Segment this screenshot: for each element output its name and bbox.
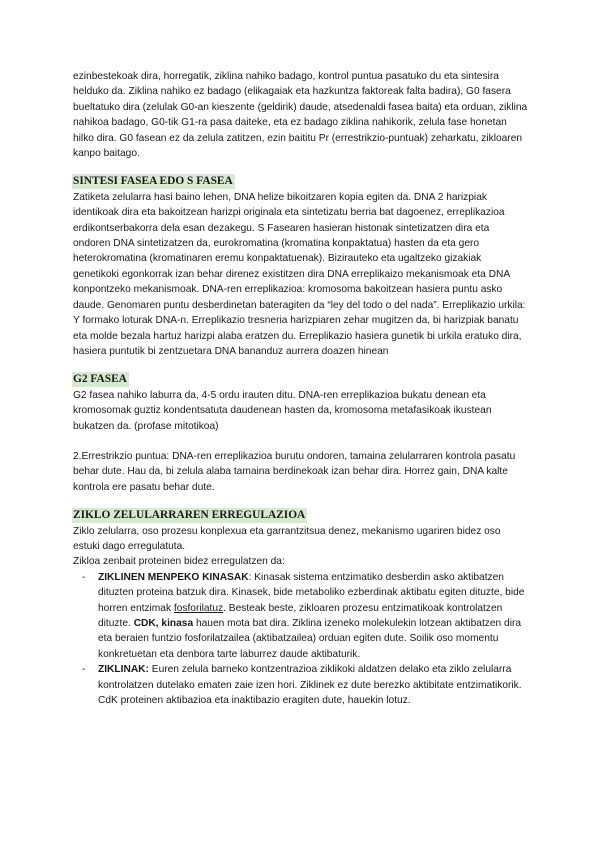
restriction-point-paragraph: 2.Errestrikzio puntua: DNA-ren erreplikazioa burutu ondoren, tamaina zelularraren kontrola pasatu behar dute. Hau da, bi zelula alaba tamaina berdinekoak izan behar dira. Horrez gain, DNA kalte kontrola ere pasatu behar dute. xyxy=(73,450,516,493)
section-heading-regulation: ZIKLO ZELULARRAREN ERREGULAZIOA xyxy=(73,509,306,522)
list-item-cyclins xyxy=(73,662,529,708)
g2-phase-paragraph: G2 fasea nahiko laburra da, 4-5 ordu irauten ditu. DNA-ren erreplikazioa bukatu denean eta kromosomak guztiz kondentsatuta daudenean hasten da, kromosoma metafasikoak ikustean bukatzen da. (profase mitotikoa) xyxy=(73,389,492,432)
regulation-bullet-list xyxy=(73,570,529,709)
section-heading-s-phase: SINTESI FASEA EDO S FASEA xyxy=(73,175,233,188)
regulation-paragraph: Ziklo zelularra, oso prozesu konplexua eta garrantzitsua denez, mekanismo ugariren bidez oso estuki dago erregulatuta. xyxy=(73,525,501,552)
term-fosforilatuz: fosforilatuz xyxy=(173,602,224,614)
page-content xyxy=(73,69,529,708)
term-cdk: ZIKLINEN MENPEKO KINASAK xyxy=(98,571,249,583)
cyclins-text: Euren zelula barneko kontzentrazioa ziklikoki aldatzen delako eta ziklo zelularra kontrolatzen dutelako ematen zaie izen hori. Ziklinek ez dute berezko aktibitate entzimatikorik. CdK proteinen aktibazioa eta inaktibazio eragiten dute, hauekin lotuz. xyxy=(98,664,522,707)
term-cdk-kinasa: CDK, kinasa xyxy=(133,618,194,629)
s-phase-paragraph: Zatiketa zelularra hasi baino lehen, DNA helize bikoitzaren kopia egiten da. DNA 2 harizpiak identikoak dira eta bakoitzean harizpi originala eta sintetizatu berria bat dagoenez, erreplikazioa erdikontserbakorra dela esan dezakegu. S Fasearen hasieran histonak sintetizatzen dira eta ondoren DNA sintetizatzen da, eurokromatina (kromatina konpaktatua) hasten da eta gero heterokromatina (kromatinaren eremu konpaktatuenak). Bizirauteko eta ugaltzeko gizakiak genetikoki egonkorrak izan behar direnez existitzen dira DNA erreplikaizo mekanismoak eta DNA konpontzeko mekanismoak. DNA-ren erreplikazioa: kromosoma bakoitzean hasiera puntu asko daude. Genomaren puntu desberdinetan bateragiten da “ley del todo o del nada”. Erreplikazio urkila: Y formako loturak DNA-n. Erreplikazio tresneria harizpiaren zehar mugitzen da, bi harizpiak banatu eta molde bezala hartuz harizpi alaba eratzen du. Erreplikazio hasiera gunetik bi urkila eratuko dira, hasiera puntutik bi zentzuetara DNA bananduz aurrera doazen hinean xyxy=(73,191,526,357)
cdk-text-b: . Besteak beste, zikloaren prozesu entzimatikoak kontrolatzen dituzte. xyxy=(98,602,503,629)
intro-paragraph: ezinbestekoak dira, horregatik, ziklina nahiko badago, kontrol puntua pasatuko du eta sintesira helduko da. Ziklina nahiko ez badago (elikagaiak eta hazkuntza faktoreak falta badira), G0 fasera bueltatuko dira (zelulak G0-an kieszente (geldirik) daude, atsedenaldi fasea baita) eta orduan, ziklina nahikoa badago, G0-tik G1-ra pasa daiteke, eta ez badago ziklina nahikorik, zelula fase honetan hilko dira. G0 fasean ez da zelula zatitzen, ezin baititu Pr (errestrikzio-puntuak) zeharkatu, zikloaren kanpo baitago. xyxy=(73,71,528,160)
cdk-text-c: hauen mota bat dira. Ziklina izeneko molekulekin lotzean aktibatzen dira eta beraien funtzio fosforilatzailea (aktibatzailea) orduan egiten dute. Soilik oso momentu konkretuetan eta denbora tarte laburrez daude aktibaturik. xyxy=(98,618,522,660)
list-item-cdk xyxy=(73,570,529,662)
section-heading-g2-phase: G2 FASEA xyxy=(73,373,127,386)
cdk-text-a: : Kinasak sistema entzimatiko desberdin asko aktibatzen dituzten proteina batzuk dira. Kinasek, bide metaboliko ezberdinak aktibatu egiten dituzte, bide horren entzimak xyxy=(98,571,525,614)
bullet-dash: - xyxy=(82,664,86,676)
term-ziklinak: ZIKLINAK: xyxy=(98,664,149,676)
bullet-dash: - xyxy=(82,571,86,583)
regulation-proteins-intro: Zikloa zenbait proteinen bidez erregulatzen da: xyxy=(73,556,285,568)
